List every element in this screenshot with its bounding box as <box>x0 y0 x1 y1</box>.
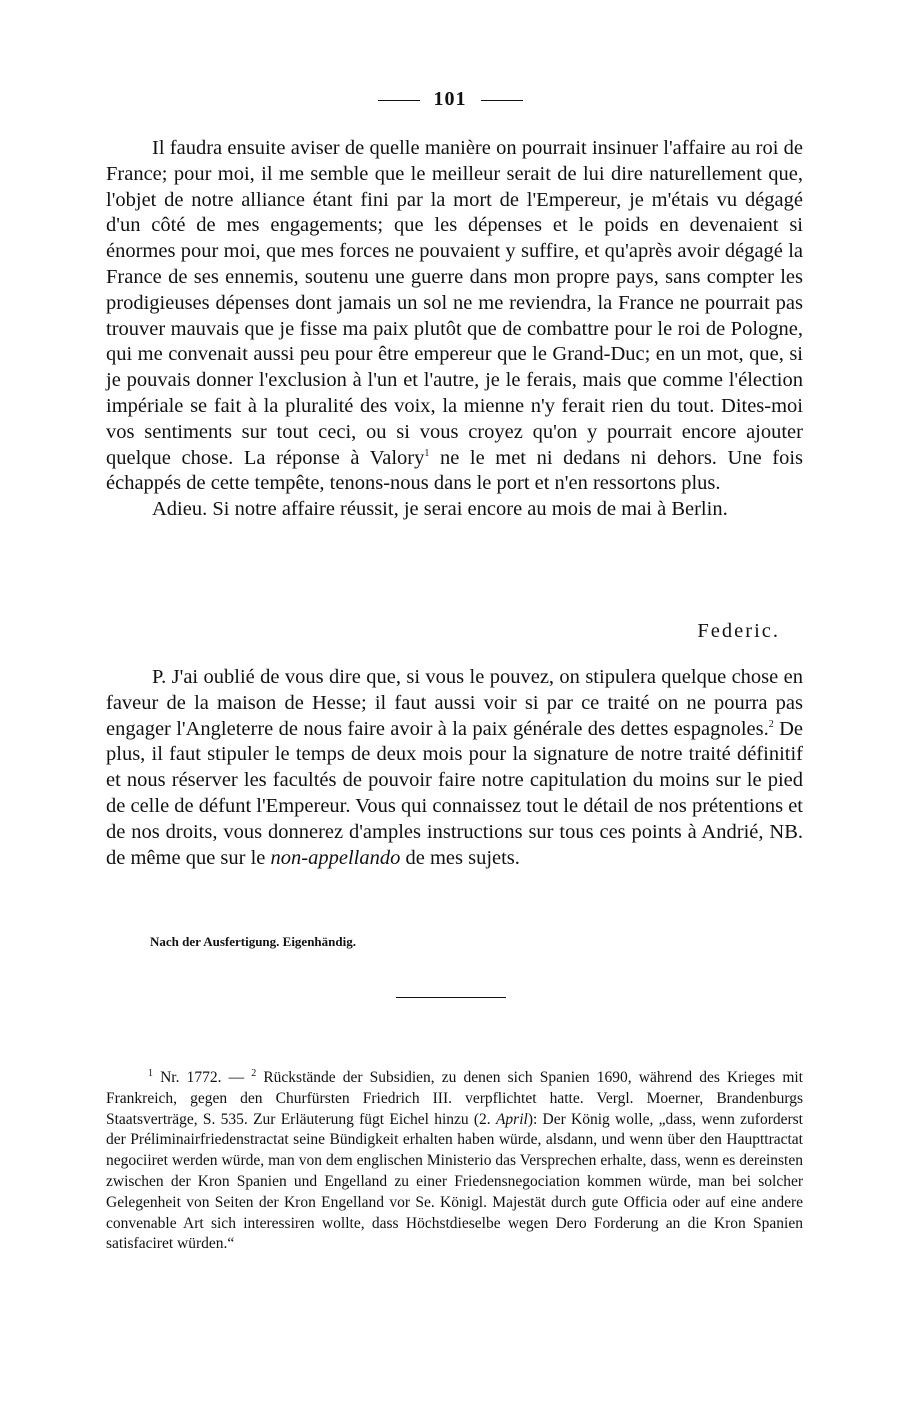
postscript <box>106 665 803 871</box>
footnote-2-italic: April <box>495 1110 528 1128</box>
footnote-marker: 2 <box>768 718 774 730</box>
postscript-text-middle: De plus, il faut stipuler le temps de deux mois pour la signature de notre traité définitif et nous réserver les facultés de pouvoir faire notre capitulation du moins sur le pied de celle de défunt l'Empereur. Vous qui connaissez tout le détail de nos prétentions et de nos droits, vous donnerez d'amples instructions sur tous ces points à Andrié, NB. de même que sur le <box>106 717 803 869</box>
footnote-2-text-end: ): Der König wolle, „dass, wenn zuforderst der Préliminairfriedenstractat seine Bündigkeit erhalten haben würde, alsdann, und wenn über den Haupttractat negociiret werden würde, man von dem englischen Ministerio das Versprechen erhalte, dass, wenn es dereinsten zwischen der Kron Spanien und Engelland zu einer Friedensnegociation kommen würde, man bei solcher Gelegenheit von Seiten der Kron Engelland vor Se. Königl. Majestät durch gute Officia oder auf eine andere convenable Art sich interessiren wollte, dass Höchstdieselbe wegen Dero Forderung an die Kron Spanien satisfaciret würden.“ <box>106 1110 803 1253</box>
footnote-marker-2: 2 <box>251 1067 257 1079</box>
footnote-marker-1: 1 <box>148 1067 153 1079</box>
source-note: Nach der Ausfertigung. Eigenhändig. <box>150 934 356 949</box>
letter-body <box>106 136 803 523</box>
page-header <box>0 88 900 111</box>
postscript-text-start: P. J'ai oublié de vous dire que, si vous le pouvez, on stipulera quelque chose en faveur de la maison de Hesse; il faut aussi voir si par ce traité on ne pourra pas engager l'Angleterre de nous faire avoir à la paix générale des dettes espagnoles. <box>106 666 803 740</box>
page-number: 101 <box>433 88 467 110</box>
signature: Federic. <box>697 620 780 642</box>
footnotes <box>106 1068 803 1255</box>
letter-paragraph-2: Adieu. Si notre affaire réussit, je serai encore au mois de mai à Berlin. <box>152 498 728 521</box>
paragraph-text: Il faudra ensuite aviser de quelle manière on pourrait insinuer l'affaire au roi de France; pour moi, il me semble que le meilleur serait de lui dire naturellement que, l'objet de notre alliance étant fini par la mort de l'Empereur, je m'étais vu dégagé d'un côté de mes engagements; que les dépenses et le poids en devenaient si énormes pour moi, que mes forces ne pouvaient y suffire, et qu'après avoir dégagé la France de ses ennemis, soutenu une guerre dans mon propre pays, sans compter les prodigieuses dépenses dont jamais un sol ne me reviendra, la France ne pourrait pas trouver mauvais que je fisse ma paix plutôt que de combattre pour le roi de Pologne, qui me convenait aussi peu pour être empereur que le Grand-Duc; en un mot, que, si je pouvais donner l'exclusion à l'un et l'autre, je le ferais, mais que comme l'élection impériale se fait à la pluralité des voix, la mienne n'y ferait rien du tout. Dites-moi vos sentiments sur tout ceci, ou si vous croyez qu'on y pourrait encore ajouter quelque chose. La réponse à Valory <box>106 137 803 469</box>
paragraph-text-end: ne le met ni dedans ni dehors. Une fois échappés de cette tempête, tenons-nous dans le port et n'en ressortons plus. <box>106 446 803 495</box>
footnote-separator-rule <box>396 997 506 998</box>
letter-paragraph-1 <box>106 136 803 497</box>
italic-term: non-appellando <box>270 846 401 869</box>
postscript-paragraph <box>106 665 803 871</box>
header-dash-right <box>481 100 523 101</box>
footnote-1-text: Nr. 1772. — <box>153 1069 252 1086</box>
header-dash-left <box>378 100 420 101</box>
postscript-text-end: de mes sujets. <box>400 846 520 869</box>
footnote-paragraph <box>106 1068 803 1255</box>
footnote-marker: 1 <box>424 447 430 459</box>
footnote-2-text-start: Rückstände der Subsidien, zu denen sich Spanien 1690, während des Krieges mit Frankreich, gegen den Churfürsten Friedrich III. verpflichtet hatte. Vergl. Moerner, Brandenburgs Staatsverträge, S. 535. Zur Erläuterung fügt Eichel hinzu (2. <box>106 1069 803 1128</box>
